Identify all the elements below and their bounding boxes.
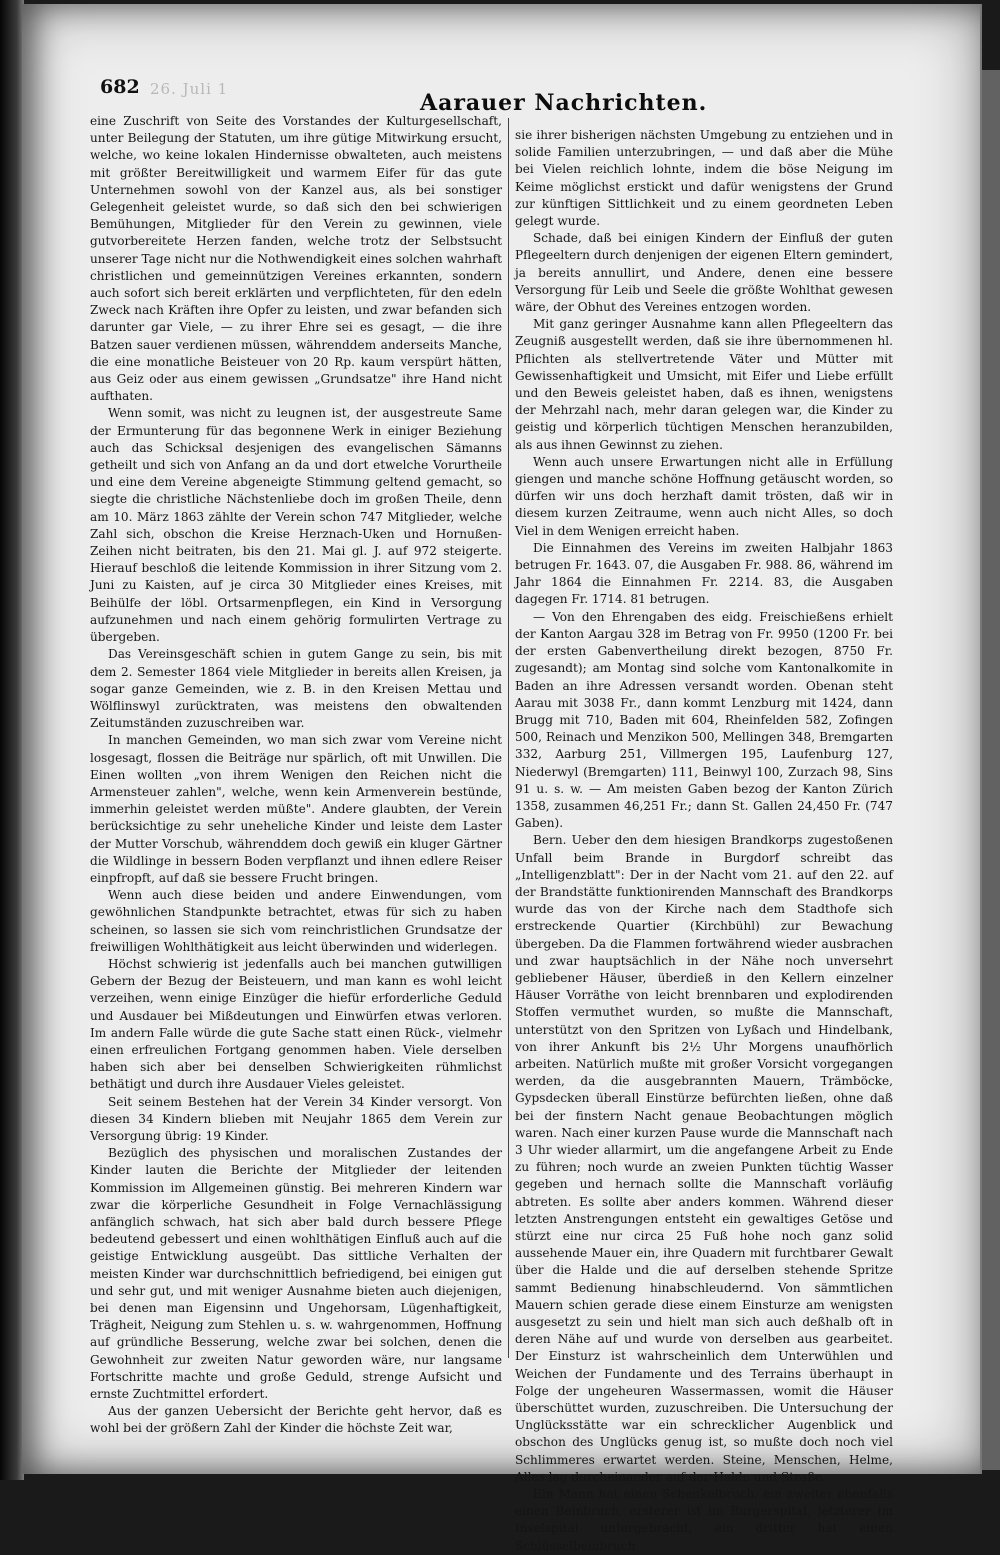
- paragraph: Wenn somit, was nicht zu leugnen ist, der ausgestreute Same der Ermunterung für das begonnene Werk in einiger Beziehung auch das Schicksal desjenigen des evangelischen Sämanns getheilt und sich von Anfang an da und dort etwelche Vorurtheile und eine dem Vereine abgeneigte Stimmung geltend gemacht, so siegte die christliche Nächstenliebe doch im großen Theile, denn am 10. März 1863 zählte der Verein schon 747 Mitglieder, welche Zahl sich, obschon die Kreise Herznach-Uken und Hornußen-Zeihen nicht beitraten, bis den 21. Mai gl. J. auf 972 steigerte. Hierauf beschloß die leitende Kommission in ihrer Sitzung vom 2. Juni zu Kaisten, auf je circa 30 Mitglieder eines Kreises, mit Beihülfe der löbl. Ortsarmenpflegen, ein Kind in Versorgung aufzunehmen und nach einem gehörig formulirten Vertrage zu übergeben.: [90, 406, 502, 645]
- paragraph: — Von den Ehrengaben des eidg. Freischießens erhielt der Kanton Aargau 328 im Betrag von Fr. 9950 (1200 Fr. bei der ersten Gabenvertheilung direkt bezogen, 8750 Fr. zugesandt); am Montag sind solche vom Kantonalkomite in Baden an ihre Adressen versandt worden. Obenan steht Aarau mit 3038 Fr., dann kommt Lenzburg mit 1424, dann Brugg mit 710, Baden mit 604, Rheinfelden 582, Zofingen 500, Reinach und Menzikon 500, Mellingen 348, Bremgarten 332, Aarburg 251, Villmergen 195, Laufenburg 127, Niederwyl (Bremgarten) 111, Beinwyl 100, Zurzach 98, Sins 91 u. s. w. — Am meisten Gaben bezog der Kanton Zürich 1358, zusammen 46,251 Fr.; dann St. Gallen 24,450 Fr. (747 Gaben).: [515, 609, 893, 831]
- left-column: [90, 113, 502, 1436]
- paragraph: Schade, daß bei einigen Kindern der Einfluß der guten Pflegeeltern durch denjenigen der eigenen Eltern gemindert, ja bereits annullirt, und Andere, denen eine bessere Versorgung für Leib und Seele die größte Wohlthat gewesen wäre, der Obhut des Vereines entzogen worden.: [515, 231, 893, 315]
- column-divider: [508, 118, 509, 1358]
- paragraph: In manchen Gemeinden, wo man sich zwar vom Vereine nicht losgesagt, flossen die Beiträge nur spärlich, oft mit Unwillen. Die Einen wollten „von ihrem Wenigen den Reichen nicht die Armensteuer zahlen", welche, wenn kein Armenverein bestünde, immerhin geleistet werden müßte". Andere glaubten, der Verein berücksichtige zu sehr uneheliche Kinder und leiste dem Laster der Mutter Vorschub, währenddem doch gewiß ein kluger Gärtner die Wildlinge in bessern Boden verpflanzt und ihnen edlere Reiser einpfropft, auf daß sie bessere Frucht bringen.: [90, 733, 502, 885]
- page-number: 682: [100, 76, 140, 98]
- paragraph: Seit seinem Bestehen hat der Verein 34 Kinder versorgt. Von diesen 34 Kindern blieben mit Neujahr 1865 dem Verein zur Versorgung übrig: 19 Kinder.: [90, 1094, 502, 1143]
- right-column: [515, 127, 893, 1553]
- paragraph: Wenn auch unsere Erwartungen nicht alle in Erfüllung giengen und manche schöne Hoffnung getäuscht worden, so dürfen wir uns doch herzhaft damit trösten, daß wir in diesem kurzen Zeitraume, wenn auch nicht Alles, so doch Viel in dem Wenigen erreicht haben.: [515, 454, 893, 538]
- paragraph: Wenn auch diese beiden und andere Einwendungen, vom gewöhnlichen Standpunkte betrachtet, etwas für sich zu haben scheinen, so lassen sie sich vom reinchristlichen Grundsatze der freiwilligen Wohlthätigkeit aus leicht überwinden und widerlegen.: [90, 888, 502, 954]
- paragraph: Bezüglich des physischen und moralischen Zustandes der Kinder lauten die Berichte der Mitglieder der leitenden Kommission im Allgemeinen günstig. Bei mehreren Kindern war zwar die körperliche Gesundheit in Folge Vernachlässigung anfänglich schwach, hat sich aber bald durch bessere Pflege bedeutend gebessert und einen wohlthätigen Einfluß auch auf die geistige Entwicklung ausgeübt. Das sittliche Verhalten der meisten Kinder war durchschnittlich befriedigend, bei einigen gut und sehr gut, und mit weniger Ausnahme bieten auch diejenigen, bei denen man Eigensinn und Ungehorsam, Lügenhaftigkeit, Trägheit, Neigung zum Stehlen u. s. w. wahrgenommen, Hoffnung auf gründliche Besserung, welche zwar bei solchen, denen die Gewohnheit zur zweiten Natur geworden wäre, nur langsame Fortschritte machte und große Geduld, strenge Aufsicht und ernste Zuchtmittel erfordert.: [90, 1146, 502, 1402]
- paragraph: Das Vereinsgeschäft schien in gutem Gange zu sein, bis mit dem 2. Semester 1864 viele Mitglieder in bereits allen Kreisen, ja sogar ganze Gemeinden, wie z. B. in den Kreisen Mettau und Wölflinswyl zurücktraten, was meistens den obwaltenden Zeitumständen zuzuschreiben war.: [90, 647, 502, 731]
- paragraph: Mit ganz geringer Ausnahme kann allen Pflegeeltern das Zeugniß ausgestellt werden, daß sie ihre übernommenen hl. Pflichten als stellvertretende Väter und Mütter mit Gewissenhaftigkeit und Umsicht, mit Eifer und Liebe erfüllt und den Beweis geleistet haben, daß es ihnen, wenigstens der Mehrzahl nach, mehr daran gelegen war, die Kinder zu geistig und körperlich tüchtigen Menschen heranzubilden, als aus ihnen Gewinnst zu ziehen.: [515, 317, 893, 452]
- paragraph: eine Zuschrift von Seite des Vorstandes der Kulturgesellschaft, unter Beilegung der Statuten, um ihre gütige Mitwirkung ersucht, welche, wo keine lokalen Hindernisse obwalteten, auch meistens mit größter Bereitwilligkeit und warmem Eifer für das gute Unternehmen sowohl von der Kanzel aus, als bei sonstiger Gelegenheit geleistet wurde, so daß sich den bei schwierigen Bemühungen, Mitglieder für den Verein zu gewinnen, viele gutvorbereitete Herzen fanden, welche trotz der Selbstsucht unserer Tage nicht nur die Nothwendigkeit eines solchen wahrhaft christlichen und gemeinnützigen Vereines erkannten, sondern auch sofort sich bereit erklärten und verpflichteten, für den edeln Zweck nach Kräften ihre Opfer zu leisten, und zwar befanden sich darunter gar Viele, — zu ihrer Ehre sei es gesagt, — die ihre Batzen sauer verdienen müssen, währenddem anderseits Manche, die eine monatliche Beisteuer von 20 Rp. kaum verspürt hätten, aus Geiz oder aus einem gewissen „Grundsatze" ihre Hand nicht aufthaten.: [90, 114, 502, 404]
- paragraph: Aus der ganzen Uebersicht der Berichte geht hervor, daß es wohl bei der größern Zahl der Kinder die höchste Zeit war,: [90, 1404, 502, 1436]
- paragraph: sie ihrer bisherigen nächsten Umgebung zu entziehen und in solide Familien unterzubringen, — und daß aber die Mühe bei Vielen reichlich lohnte, indem die böse Neigung im Keime möglichst erstickt und dafür wenigstens der Grund zur künftigen Sittlichkeit und zu einem geordneten Leben gelegt wurde.: [515, 128, 893, 229]
- bleed-through-header: 26. Juli 1: [150, 80, 229, 98]
- page-title: Aarauer Nachrichten.: [420, 90, 708, 116]
- paragraph: Bern. Ueber den dem hiesigen Brandkorps zugestoßenen Unfall beim Brande in Burgdorf schreibt das „Intelligenzblatt": Der in der Nacht vom 21. auf den 22. auf der Brandstätte funktionirenden Mannschaft des Brandkorps wurde das von der Kirche nach dem Stadthofe sich erstreckende Quartier (Kirchbühl) zur Bewachung übergeben. Da die Flammen fortwährend wieder ausbrachen und zwar hauptsächlich in der Nähe noch unversehrt gebliebener Häuser, überdieß in den Kellern einzelner Häuser Vorräthe von leicht brennbaren und explodirenden Stoffen vermuthet wurden, so mußte die Mannschaft, unterstützt von den Spritzen von Lyßach und Hindelbank, von ihrer Ankunft bis 2½ Uhr Morgens unaufhörlich arbeiten. Natürlich mußte mit großer Vorsicht vorgegangen werden, da die ausgebrannten Mauern, Trämböcke, Gypsdecken überall Einstürze befürchten ließen, ohne daß bei der finstern Nacht genaue Beobachtungen möglich waren. Nach einer kurzen Pause wurde die Mannschaft nach 3 Uhr wieder allarmirt, um die angefangene Arbeit zu Ende zu führen; noch wurde an zweien Punkten tüchtig Wasser gegeben und hernach sollte die Mannschaft vorläufig abtreten. Es sollte aber anders kommen. Während dieser letzten Anstrengungen entsteht ein gewaltiges Getöse und stürzt eine nur circa 25 Fuß hohe noch ganz solid aussehende Mauer ein, ihre Quadern mit furchtbarer Gewalt über die Halde und die auf derselben stehende Spritze sammt Bedienung hinabschleudernd. Von sämmtlichen Mauern schien gerade diese einem Einsturze am wenigsten ausgesetzt zu sein und hielt man sich auch deßhalb oft in deren Nähe auf und wurde von derselben aus gearbeitet. Der Einsturz ist wahrscheinlich dem Unterwühlen und Weichen der Fundamente und des Terrains überhaupt in Folge der ungeheuren Wassermassen, womit die Häuser überschüttet wurden, zuzuschreiben. Die Untersuchung der Unglücksstätte war ein schrecklicher Augenblick und obschon des Unglücks genug ist, so mußte doch noch viel Schlimmeres erwartet werden. Steine, Menschen, Helme, Alles lag durcheinander auf der Halde und Straße.: [515, 833, 893, 1484]
- paragraph: Höchst schwierig ist jedenfalls auch bei manchen gutwilligen Gebern der Bezug der Beisteuern, und man kann es wohl leicht verzeihen, wenn einige Einzüger die hiefür erforderliche Geduld und Ausdauer bei Mißdeutungen und Einwürfen etwas verloren. Im andern Falle würde die gute Sache statt einen Rück-, vielmehr einen erfreulichen Fortgang genommen haben. Viele derselben haben sich aber bei denselben Schwierigkeiten rühmlichst bethätigt und durch ihre Ausdauer Vieles geleistet.: [90, 956, 502, 1092]
- book-spine-shadow: [0, 0, 24, 1480]
- paragraph: Die Einnahmen des Vereins im zweiten Halbjahr 1863 betrugen Fr. 1643. 07, die Ausgaben Fr. 988. 86, während im Jahr 1864 die Einnahmen Fr. 2214. 83, die Ausgaben dagegen Fr. 1714. 81 betrugen.: [515, 540, 893, 607]
- paragraph: Ein Mann hat einen Schenkelbruch, ein zweiter ebenfalls einen Beinbruch, ersterer ist im Burgerspital, letzterer im Inselspital untergebracht; ein dritter hat einen Schlüsselbeinbruch: [515, 1487, 893, 1553]
